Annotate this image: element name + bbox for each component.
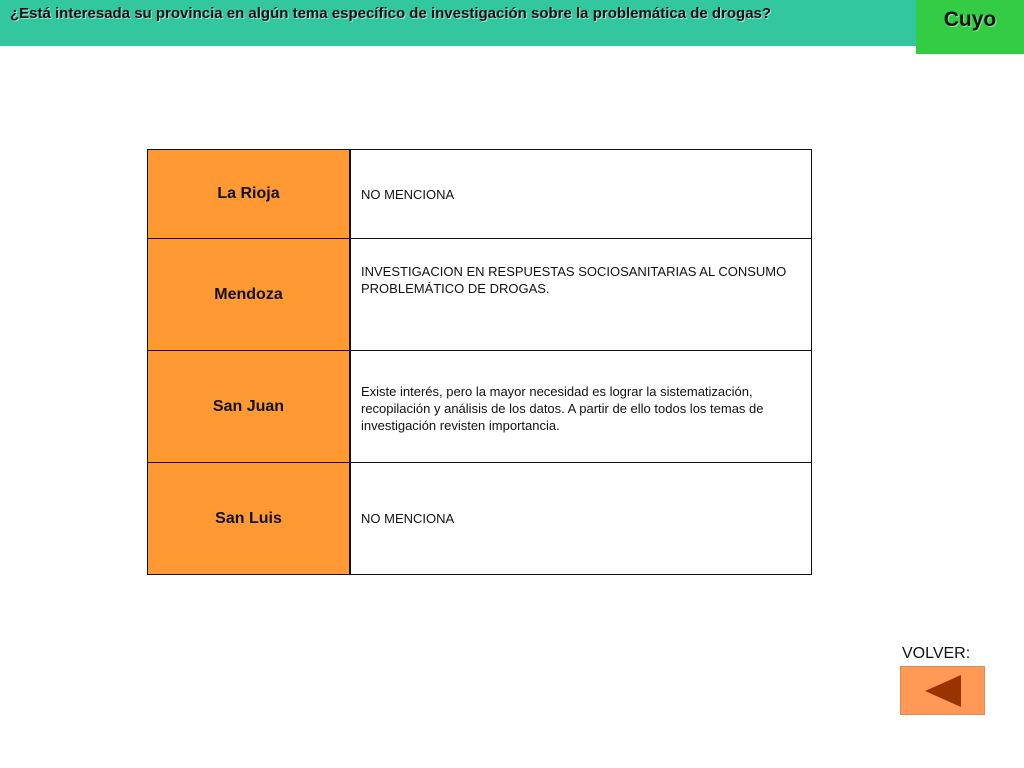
- table-row: [148, 351, 812, 463]
- province-name-san-juan: San Juan: [148, 351, 351, 463]
- table-row: [148, 463, 812, 575]
- province-name-mendoza: Mendoza: [148, 239, 351, 351]
- province-answer-la-rioja: NO MENCIONA: [350, 150, 812, 239]
- header-bar: [0, 0, 916, 46]
- province-answer-san-luis: NO MENCIONA: [350, 463, 812, 575]
- province-answer-mendoza: INVESTIGACION EN RESPUESTAS SOCIOSANITARIAS AL CONSUMO PROBLEMÁTICO DE DROGAS.: [350, 239, 812, 351]
- province-name-san-luis: San Luis: [148, 463, 351, 575]
- page-title: ¿Está interesada su provincia en algún tema específico de investigación sobre la problemática de drogas?: [10, 5, 772, 22]
- region-label: Cuyo: [943, 8, 997, 31]
- province-name-la-rioja: La Rioja: [148, 150, 351, 239]
- left-arrow-icon: [923, 674, 963, 708]
- back-label: VOLVER:: [902, 645, 971, 662]
- back-button[interactable]: [900, 666, 985, 715]
- province-table: [147, 149, 812, 575]
- table-row: [148, 150, 812, 239]
- table-row: [148, 239, 812, 351]
- region-badge: [916, 0, 1024, 54]
- province-answer-san-juan: Existe interés, pero la mayor necesidad es lograr la sistematización, recopilación y análisis de los datos. A partir de ello todos los temas de investigación revisten importancia.: [350, 351, 812, 463]
